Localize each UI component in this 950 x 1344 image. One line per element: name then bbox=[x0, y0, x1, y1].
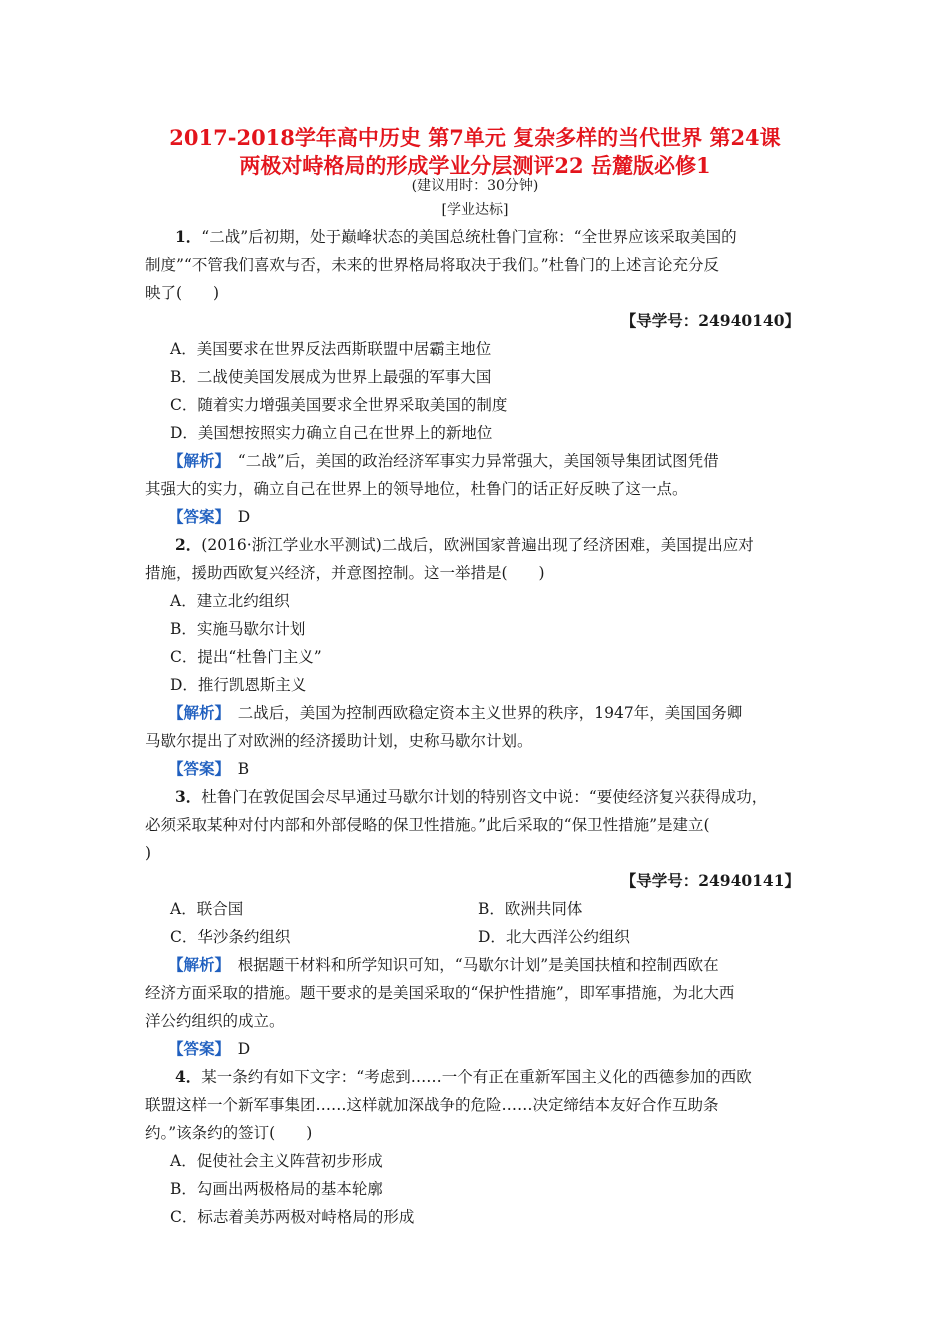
question-1-line1: 1．“二战”后初期，处于巅峰状态的美国总统杜鲁门宣称：“全世界应该采取美国的 bbox=[175, 227, 737, 246]
suggested-time: (建议用时：30分钟) bbox=[411, 178, 539, 194]
analysis-label: 【解析】 bbox=[168, 955, 223, 974]
question-1-analysis-line1: 【解析】 “二战”后，美国的政治经济军事实力异常强大，美国领导集团试图凭借 bbox=[168, 451, 719, 470]
question-1-line2: 制度”“不管我们喜欢与否，未来的世界格局将取决于我们。”杜鲁门的上述言论充分反 bbox=[145, 256, 720, 274]
question-1-option-d: D．美国想按照实力确立自己在世界上的新地位 bbox=[170, 424, 493, 442]
question-2-line1: 2．(2016·浙江学业水平测试)二战后，欧洲国家普遍出现了经济困难，美国提出应对 bbox=[175, 535, 754, 554]
question-1-number: 1． bbox=[175, 227, 202, 246]
question-1-analysis-line2: 其强大的实力，确立自己在世界上的领导地位，杜鲁门的话正好反映了这一点。 bbox=[145, 480, 688, 498]
question-2-analysis-line2: 马歇尔提出了对欧洲的经济援助计划，史称马歇尔计划。 bbox=[145, 732, 533, 750]
question-3-analysis-line2: 经济方面采取的措施。题干要求的是美国采取的“保护性措施”，即军事措施，为北大西 bbox=[145, 984, 735, 1002]
question-3-answer: 【答案】 D bbox=[168, 1039, 251, 1058]
question-4-line1: 4．某一条约有如下文字：“考虑到……一个有正在重新军国主义化的西德参加的西欧 bbox=[175, 1067, 752, 1086]
question-3-line2: 必须采取某种对付内部和外部侵略的保卫性措施。”此后采取的“保卫性措施”是建立( bbox=[145, 816, 710, 834]
question-3-option-d: D．北大西洋公约组织 bbox=[478, 928, 630, 946]
answer-label: 【答案】 bbox=[168, 759, 223, 778]
question-2-option-b: B．实施马歇尔计划 bbox=[170, 620, 306, 638]
document-title-line2: 两极对峙格局的形成学业分层测评22 岳麓版必修1 bbox=[239, 153, 711, 178]
question-3-option-a: A．联合国 bbox=[170, 900, 244, 918]
question-2-analysis-line1: 【解析】 二战后，美国为控制西欧稳定资本主义世界的秩序，1947年，美国国务卿 bbox=[168, 703, 743, 722]
question-3-analysis-line1: 【解析】 根据题干材料和所学知识可知，“马歇尔计划”是美国扶植和控制西欧在 bbox=[168, 955, 719, 974]
question-2-line2: 措施，援助西欧复兴经济，并意图控制。这一举措是( ) bbox=[145, 564, 545, 582]
question-1-option-b: B．二战使美国发展成为世界上最强的军事大国 bbox=[170, 368, 492, 386]
section-heading: [学业达标] bbox=[441, 202, 509, 218]
question-4-line3: 约。”该条约的签订( ) bbox=[145, 1124, 313, 1142]
question-2-option-c: C．提出“杜鲁门主义” bbox=[170, 648, 322, 666]
question-4-option-b: B．勾画出两极格局的基本轮廓 bbox=[170, 1180, 383, 1198]
question-3-line1: 3．杜鲁门在敦促国会尽早通过马歇尔计划的特别咨文中说：“要使经济复兴获得成功， bbox=[175, 787, 768, 806]
question-3-analysis-line3: 洋公约组织的成立。 bbox=[145, 1012, 285, 1030]
question-4-line2: 联盟这样一个新军事集团……这样就加深战争的危险……决定缔结本友好合作互助条 bbox=[145, 1096, 719, 1114]
question-1-option-a: A．美国要求在世界反法西斯联盟中居霸主地位 bbox=[170, 340, 492, 358]
question-2-option-a: A．建立北约组织 bbox=[170, 592, 290, 610]
question-2-answer: 【答案】 B bbox=[168, 759, 250, 778]
analysis-label: 【解析】 bbox=[168, 451, 223, 470]
analysis-label: 【解析】 bbox=[168, 703, 223, 722]
question-2-option-d: D．推行凯恩斯主义 bbox=[170, 676, 307, 694]
question-4-number: 4． bbox=[175, 1067, 202, 1086]
question-1-line3: 映了( ) bbox=[145, 284, 220, 302]
question-4-option-a: A．促使社会主义阵营初步形成 bbox=[170, 1152, 383, 1170]
document-title-line1: 2017-2018学年高中历史 第7单元 复杂多样的当代世界 第24课 bbox=[169, 125, 781, 150]
question-3-option-b: B．欧洲共同体 bbox=[478, 900, 583, 918]
answer-label: 【答案】 bbox=[168, 1039, 223, 1058]
question-3-ref: 【导学号：24940141】 bbox=[620, 871, 800, 890]
question-3-line3: ) bbox=[145, 844, 152, 862]
answer-label: 【答案】 bbox=[168, 507, 223, 526]
question-1-ref: 【导学号：24940140】 bbox=[620, 311, 800, 330]
question-4-option-c: C．标志着美苏两极对峙格局的形成 bbox=[170, 1208, 415, 1226]
question-1-answer: 【答案】 D bbox=[168, 507, 251, 526]
question-2-number: 2． bbox=[175, 535, 202, 554]
question-3-number: 3． bbox=[175, 787, 202, 806]
question-3-option-c: C．华沙条约组织 bbox=[170, 928, 291, 946]
question-1-option-c: C．随着实力增强美国要求全世界采取美国的制度 bbox=[170, 396, 508, 414]
